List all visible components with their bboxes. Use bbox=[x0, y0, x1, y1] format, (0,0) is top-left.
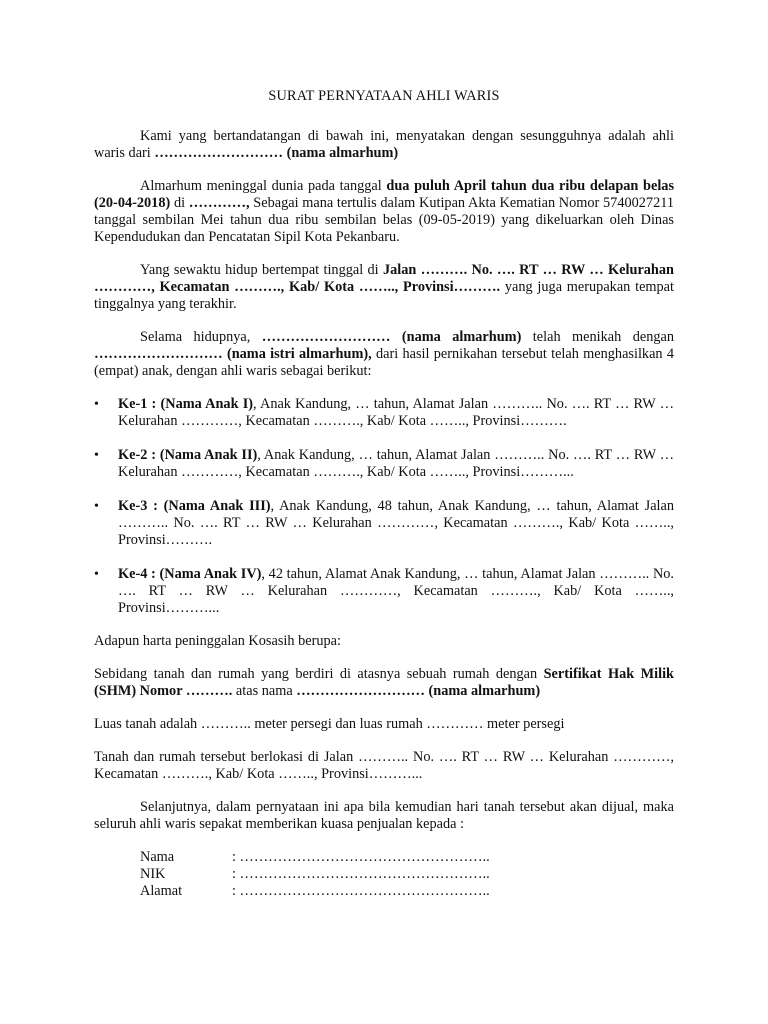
field-label: NIK bbox=[140, 866, 166, 882]
paragraph-intro bbox=[94, 128, 674, 162]
paragraph-location: Tanah dan rumah tersebut berlokasi di Jalan ……….. No. …. RT … RW … Kelurahan …………, Kecamatan ………., Kab/ Kota …….., Provinsi………... bbox=[94, 749, 674, 782]
heir-name: Ke-3 : (Nama Anak III) bbox=[118, 498, 271, 514]
heir-item bbox=[94, 396, 674, 430]
marriage-text-e: dari hasil pernikahan tersebut telah menghasilkan 4 (empat) anak, dengan ahli waris sebagai berikut: bbox=[94, 346, 674, 379]
marriage-deceased-name: ……………………… (nama almarhum) bbox=[261, 329, 522, 345]
heir-item bbox=[94, 447, 674, 481]
field-value: : …………………………………………….. bbox=[232, 849, 490, 865]
field-value: : …………………………………………….. bbox=[232, 883, 490, 899]
intro-text: Kami yang bertandatangan di bawah ini, menyatakan dengan sesungguhnya adalah ahli waris dari bbox=[94, 128, 674, 161]
death-text-e: Sebagai mana tertulis dalam Kutipan Akta Kematian Nomor 5740027211 tanggal sembilan Mei tahun dua ribu sembilan belas (09-05-2019) yang dikeluarkan oleh Dinas Kependudukan dan Pencatatan Sipil Kota Pekanbaru. bbox=[94, 195, 674, 245]
property-owner-name: ……………………… (nama almarhum) bbox=[296, 683, 541, 699]
field-row-name bbox=[140, 849, 674, 866]
marriage-text-c: telah menikah dengan bbox=[521, 329, 674, 345]
heir-item bbox=[94, 566, 674, 617]
heir-details: , Anak Kandung, … tahun, Alamat Jalan ……….. No. …. RT … RW … Kelurahan …………, Kecamatan ………., Kab/ Kota …….., Provinsi………... bbox=[118, 447, 675, 480]
death-date: dua puluh April tahun dua ribu delapan belas (20-04-2018) bbox=[94, 178, 675, 211]
field-label: Nama bbox=[140, 849, 175, 865]
property-certificate: Sertifikat Hak Milik (SHM) Nomor ………. bbox=[94, 666, 674, 699]
field-row-nik bbox=[140, 866, 674, 883]
bullet-icon: • bbox=[94, 397, 99, 412]
paragraph-area: Luas tanah adalah ……….. meter persegi dan luas rumah ………… meter persegi bbox=[94, 716, 565, 732]
paragraph-death bbox=[94, 178, 674, 246]
heir-item bbox=[94, 498, 674, 549]
death-text-a: Almarhum meninggal dunia pada tanggal bbox=[140, 178, 387, 194]
paragraph-estate-intro: Adapun harta peninggalan Kosasih berupa: bbox=[94, 633, 341, 649]
marriage-text-a: Selama hidupnya, bbox=[140, 329, 262, 345]
paragraph-power-of-attorney: Selanjutnya, dalam pernyataan ini apa bila kemudian hari tanah tersebut akan dijual, maka seluruh ahli waris sepakat memberikan kuasa penjualan kepada : bbox=[94, 799, 674, 832]
residence-text-c: yang juga merupakan tempat tinggalnya yang terakhir. bbox=[94, 279, 675, 312]
field-label: Alamat bbox=[140, 883, 183, 899]
death-text-c: di bbox=[170, 195, 189, 211]
heir-details: , Anak Kandung, 48 tahun, Anak Kandung, … tahun, Alamat Jalan ……….. No. …. RT … RW … Kelurahan …………, Kecamatan ………., Kab/ Kota …….., Provinsi………. bbox=[118, 498, 674, 548]
property-text-a: Sebidang tanah dan rumah yang berdiri di atasnya sebuah rumah dengan bbox=[94, 666, 544, 682]
heir-name: Ke-1 : (Nama Anak I) bbox=[118, 396, 254, 412]
paragraph-residence bbox=[94, 262, 674, 313]
bullet-icon: • bbox=[94, 448, 99, 463]
heirs-list bbox=[94, 396, 674, 617]
document-title: SURAT PERNYATAAN AHLI WARIS bbox=[268, 88, 500, 104]
paragraph-marriage bbox=[94, 329, 674, 380]
heir-name: Ke-4 : (Nama Anak IV) bbox=[118, 566, 262, 582]
heir-details: , Anak Kandung, … tahun, Alamat Jalan ……….. No. …. RT … RW … Kelurahan …………, Kecamatan ………., Kab/ Kota …….., Provinsi………. bbox=[118, 396, 674, 429]
attorney-fields bbox=[140, 849, 674, 900]
property-text-c: atas nama bbox=[232, 683, 297, 699]
residence-text-a: Yang sewaktu hidup bertempat tinggal di bbox=[140, 262, 383, 278]
intro-deceased-name: ……………………… (nama almarhum) bbox=[154, 145, 399, 161]
bullet-icon: • bbox=[94, 567, 99, 582]
field-value: : …………………………………………….. bbox=[232, 866, 490, 882]
death-place: …………, bbox=[188, 195, 250, 211]
heir-name: Ke-2 : (Nama Anak II) bbox=[118, 447, 258, 463]
marriage-spouse-name: ……………………… (nama istri almarhum), bbox=[94, 346, 372, 362]
bullet-icon: • bbox=[94, 499, 99, 514]
heir-details: , 42 tahun, Alamat Anak Kandung, … tahun, Alamat Jalan ……….. No. …. RT … RW … Kelurahan …………, Kecamatan ………., Kab/ Kota …….., Provinsi………... bbox=[118, 566, 674, 616]
paragraph-property bbox=[94, 666, 674, 700]
residence-address: Jalan ………. No. …. RT … RW … Kelurahan …………, Kecamatan ………., Kab/ Kota …….., Provinsi………. bbox=[94, 262, 674, 295]
field-row-address bbox=[140, 883, 674, 900]
